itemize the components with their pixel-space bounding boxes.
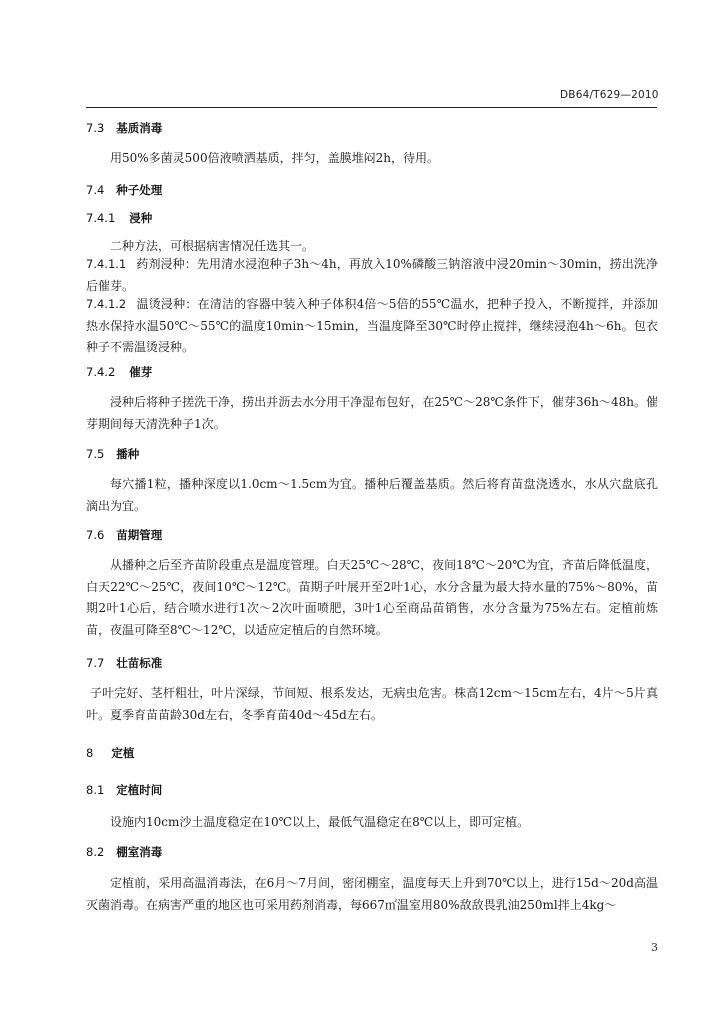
paragraph-7-6: 从播种之后至齐苗阶段重点是温度管理。白天25℃～28℃，夜间18℃～20℃为宜，齐苗后降低温度，白天22℃～25℃，夜间10℃～12℃。苗期子叶展开至2叶1心，水分含量为最大持水量的75%～80%，苗期2叶1心后，结合喷水进行1次～2次叶面喷肥，3叶1心至商品苗销售，水分含量为75%左右。定植前炼苗，夜温可降至8℃～12℃，以适应定植后的自然环境。 <box>86 558 658 637</box>
heading-number: 7.4.2 <box>86 365 116 379</box>
clause-number: 7.4.1.1 <box>86 257 127 271</box>
heading-title: 基质消毒 <box>116 121 163 135</box>
heading-title: 种子处理 <box>116 183 163 197</box>
paragraph-8-1: 设施内10cm沙土温度稳定在10℃以上，最低气温稳定在8℃以上，即可定植。 <box>110 815 530 829</box>
paragraph-7-7: 子叶完好、茎杆粗壮，叶片深绿，节间短、根系发达，无病虫危害。株高12cm～15cm左右，4片～5片真叶。夏季育苗苗龄30d左右，冬季育苗40d～45d左右。 <box>86 686 658 722</box>
heading-number: 7.7 <box>86 656 105 670</box>
document-code: DB64/T629—2010 <box>560 89 659 101</box>
heading-number: 7.5 <box>86 447 105 461</box>
heading-title: 苗期管理 <box>116 528 163 542</box>
paragraph-7-5: 每穴播1粒，播种深度以1.0cm～1.5cm为宜。播种后覆盖基质。然后将育苗盘浇透水，水从穴盘底孔滴出为宜。 <box>86 477 658 513</box>
heading-title: 定植时间 <box>116 783 163 797</box>
heading-number: 8.1 <box>86 783 105 797</box>
heading-8-2 <box>86 844 162 860</box>
paragraph-7-4-1-2 <box>86 294 658 359</box>
heading-title: 播种 <box>116 447 140 461</box>
heading-number: 7.3 <box>86 121 105 135</box>
heading-number: 8 <box>86 746 94 760</box>
heading-title: 浸种 <box>129 211 153 225</box>
paragraph-7-4-1-1 <box>86 254 658 297</box>
paragraph-7-3: 用50%多菌灵500倍液喷洒基质，拌匀，盖膜堆闷2h，待用。 <box>110 151 439 165</box>
heading-8 <box>86 745 134 761</box>
heading-7-7 <box>86 655 162 671</box>
heading-number: 7.4.1 <box>86 211 116 225</box>
heading-title: 定植 <box>111 746 135 760</box>
paragraph-8-2: 定植前，采用高温消毒法，在6月～7月间，密闭棚室，温度每天上升到70℃以上，进行15d～20d高温灭菌消毒。在病害严重的地区也可采用药剂消毒，每667㎡温室用80%敌敌畏乳油250ml拌上4kg～ <box>86 876 658 912</box>
heading-title: 催芽 <box>129 365 153 379</box>
heading-7-4 <box>86 182 162 198</box>
heading-7-5 <box>86 446 139 462</box>
heading-7-6 <box>86 527 162 543</box>
clause-text: 药剂浸种：先用清水浸泡种子3h～4h，再放入10%磷酸三钠溶液中浸20min～30min，捞出洗净后催芽。 <box>86 257 658 293</box>
heading-8-1 <box>86 782 162 798</box>
clause-text: 温烫浸种：在清洁的容器中装入种子体积4倍～5倍的55℃温水，把种子投入，不断搅拌，并添加热水保持水温50℃～55℃的温度10min～15min，当温度降至30℃时停止搅拌，继续浸泡4h～6h。包衣种子不需温烫浸种。 <box>86 297 658 354</box>
heading-number: 7.6 <box>86 528 105 542</box>
clause-number: 7.4.1.2 <box>86 297 127 311</box>
heading-title: 棚室消毒 <box>116 845 163 859</box>
paragraph-7-4-1: 二种方法，可根据病害情况任选其一。 <box>110 239 315 253</box>
heading-7-3 <box>86 120 162 136</box>
header-rule <box>86 107 657 108</box>
heading-title: 壮苗标准 <box>116 656 163 670</box>
heading-7-4-1 <box>86 210 152 226</box>
heading-number: 7.4 <box>86 183 105 197</box>
heading-7-4-2 <box>86 364 152 380</box>
page-number: 3 <box>651 941 658 954</box>
heading-number: 8.2 <box>86 845 105 859</box>
paragraph-7-4-2: 浸种后将种子搓洗干净，捞出并沥去水分用干净湿布包好，在25℃～28℃条件下，催芽36h～48h。催芽期间每天清洗种子1次。 <box>86 395 658 431</box>
